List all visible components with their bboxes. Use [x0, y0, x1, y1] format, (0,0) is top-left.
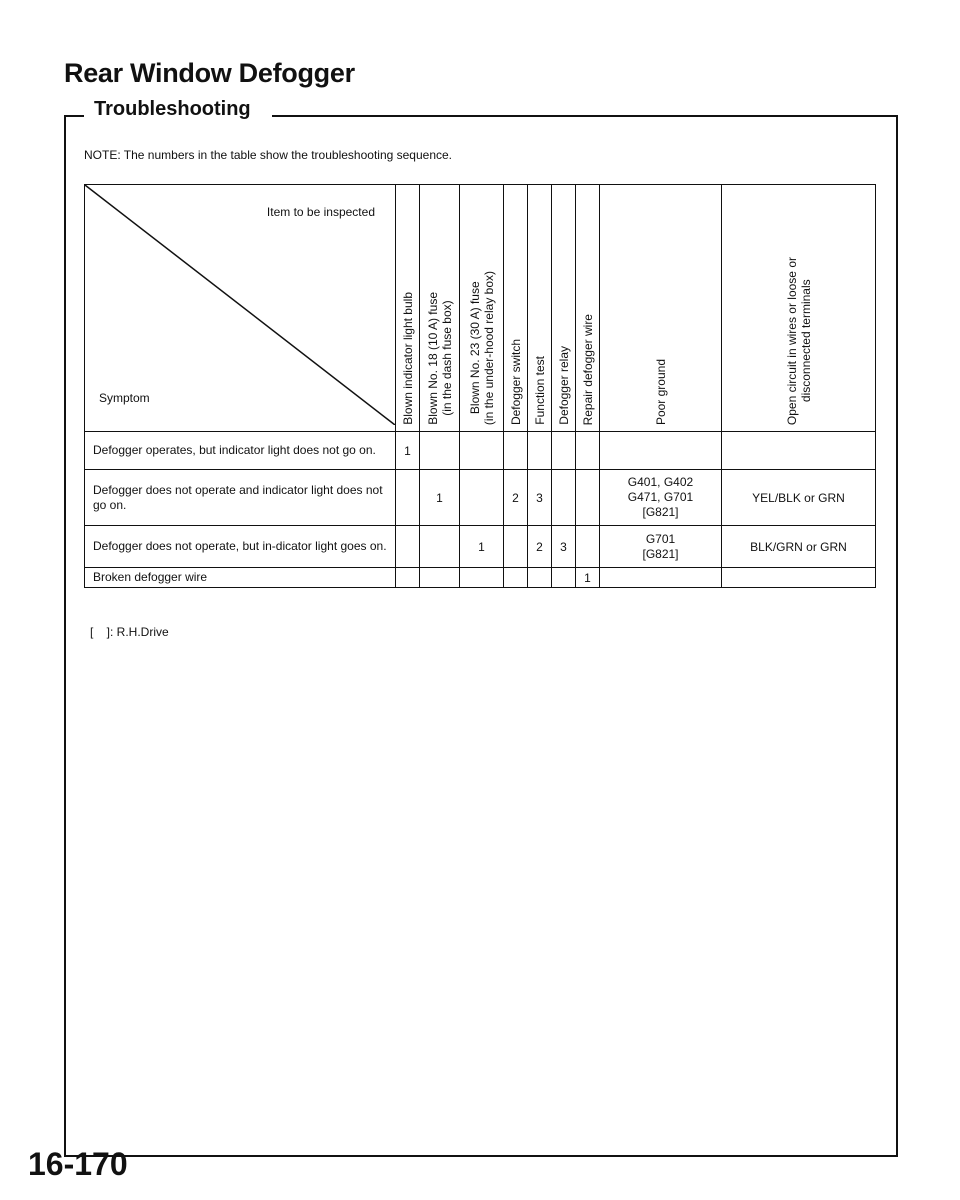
column-header-text: Function test [532, 356, 547, 425]
note: NOTE: The numbers in the table show the troubleshooting sequence. [84, 148, 452, 162]
table-row [85, 470, 876, 526]
column-header-text: Repair defogger wire [580, 313, 595, 425]
column-header-text: Poor ground [653, 358, 668, 425]
table-cell: 1 [460, 526, 504, 568]
table-cell [504, 526, 528, 568]
table-cell [504, 432, 528, 470]
column-header-text: Blown No. 23 (30 A) fuse (in the under-hood relay box) [467, 270, 496, 425]
table-cell [576, 432, 600, 470]
table-cell [722, 568, 876, 588]
table-cell [528, 568, 552, 588]
column-header [576, 185, 600, 432]
table-cell [576, 526, 600, 568]
symptom-cell: Defogger does not operate, but in-dicator light goes on. [85, 526, 396, 568]
column-header [722, 185, 876, 432]
column-header [396, 185, 420, 432]
footnote: [ ]: R.H.Drive [90, 625, 169, 639]
troubleshooting-table-container [84, 184, 876, 588]
column-header-text: Open circuit in wires or loose or disconnected terminals [784, 256, 813, 425]
table-cell [600, 432, 722, 470]
header-row [85, 185, 876, 432]
table-cell [460, 432, 504, 470]
page-title: Rear Window Defogger [64, 58, 355, 88]
table-cell [600, 568, 722, 588]
page-number: 16-170 [28, 1146, 128, 1182]
table-row [85, 526, 876, 568]
table-cell [460, 470, 504, 526]
section-rule-right [272, 115, 896, 117]
troubleshooting-table [84, 184, 876, 588]
section-title: Troubleshooting [92, 98, 257, 121]
table-cell: 1 [396, 432, 420, 470]
column-header-text: Blown No. 18 (10 A) fuse (in the dash fuse box) [425, 292, 454, 425]
table-cell [722, 432, 876, 470]
table-cell [460, 568, 504, 588]
table-cell: 2 [504, 470, 528, 526]
table-cell: 2 [528, 526, 552, 568]
table-cell: 3 [528, 470, 552, 526]
column-header [420, 185, 460, 432]
table-cell [576, 470, 600, 526]
column-header-text: Defogger relay [556, 346, 571, 425]
table-cell [528, 432, 552, 470]
header-corner-cell [85, 185, 396, 432]
table-cell [420, 526, 460, 568]
table-cell [420, 432, 460, 470]
table-row [85, 568, 876, 588]
table-cell [396, 526, 420, 568]
table-cell [504, 568, 528, 588]
table-cell [420, 568, 460, 588]
symptom-cell: Defogger does not operate and indicator light does not go on. [85, 470, 396, 526]
table-cell [396, 568, 420, 588]
column-header [460, 185, 504, 432]
table-cell: G701 [G821] [600, 526, 722, 568]
table-cell: G401, G402 G471, G701 [G821] [600, 470, 722, 526]
table-cell [552, 568, 576, 588]
column-header [528, 185, 552, 432]
table-cell: 3 [552, 526, 576, 568]
diagonal-divider [85, 185, 395, 425]
section-rule-left [64, 115, 84, 117]
column-header [600, 185, 722, 432]
symptom-label: Symptom [99, 391, 150, 405]
column-header-text: Defogger switch [508, 338, 523, 425]
table-cell [552, 470, 576, 526]
table-cell: 1 [420, 470, 460, 526]
item-to-be-inspected-label: Item to be inspected [266, 205, 375, 219]
column-header-text: Blown indicator light bulb [400, 292, 415, 425]
table-row [85, 432, 876, 470]
symptom-cell: Defogger operates, but indicator light does not go on. [85, 432, 396, 470]
column-header [552, 185, 576, 432]
table-cell: YEL/BLK or GRN [722, 470, 876, 526]
table-cell: 1 [576, 568, 600, 588]
table-cell [552, 432, 576, 470]
table-cell: BLK/GRN or GRN [722, 526, 876, 568]
symptom-cell: Broken defogger wire [85, 568, 396, 588]
table-cell [396, 470, 420, 526]
column-header [504, 185, 528, 432]
